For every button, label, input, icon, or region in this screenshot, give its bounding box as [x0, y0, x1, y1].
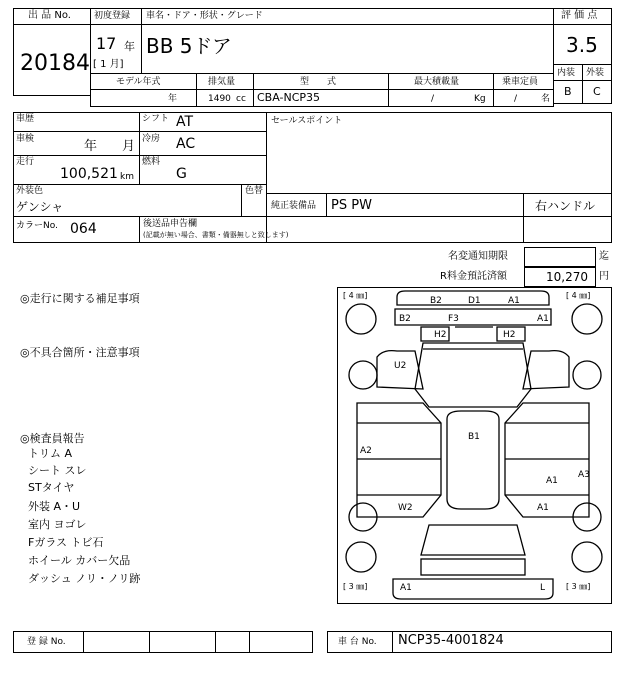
- type-label: 型 式: [300, 77, 337, 87]
- inspection-label: 車検: [16, 134, 35, 144]
- score-label: 評 価 点: [561, 10, 598, 21]
- interior-label: 内装: [557, 68, 576, 78]
- mark-headlight-right: H2: [503, 330, 516, 340]
- inspector-item: Fガラス トビ石: [28, 536, 104, 549]
- mark-front-bumper-b2: B2: [430, 296, 442, 306]
- displacement-label: 排気量: [208, 77, 236, 87]
- aftermarket-note: (記載が無い場合、書類・備器無しと致します): [143, 231, 289, 239]
- mark-front-bumper-d1: D1: [468, 296, 481, 306]
- mark-front-bumper-a1: A1: [508, 296, 520, 306]
- score-value: 3.5: [566, 33, 598, 57]
- equipment-label: 純正装備品: [271, 201, 317, 211]
- shift-value: AT: [176, 114, 194, 130]
- ac-label: 冷房: [142, 134, 161, 144]
- exterior-grade: C: [593, 85, 601, 98]
- rear-panel: [421, 559, 525, 575]
- tire-rear-left: [346, 542, 376, 572]
- recycle-label: R料金預託済額: [440, 271, 507, 282]
- inspector-item: ダッシュ ノリ・ノリ跡: [28, 572, 141, 585]
- lot-number: 20184: [20, 51, 90, 76]
- mirror-right: [573, 361, 601, 389]
- mileage-unit: km: [120, 172, 134, 182]
- recycle-amount: 10,270: [546, 270, 588, 284]
- inspector-item: トリム A: [28, 447, 73, 460]
- mark-fender-u2: U2: [394, 361, 407, 371]
- mark-rear-left-w2: W2: [398, 503, 413, 513]
- displacement-unit: cc: [236, 94, 246, 104]
- tire-label-rear-right: [ 3 ㎜]: [566, 582, 591, 591]
- tire-label-front-left: [ 4 ㎜]: [343, 291, 368, 300]
- history-label: 車歴: [16, 114, 35, 124]
- chassis-no-label: 車 台 No.: [338, 637, 377, 647]
- aftermarket-label: 後送品申告欄: [143, 219, 198, 229]
- interior-grade: B: [564, 85, 572, 98]
- capacity-unit: 名: [541, 94, 551, 104]
- mark-headlight-left: H2: [434, 330, 447, 340]
- roof: [447, 411, 499, 509]
- capacity-label: 乗車定員: [502, 77, 539, 87]
- inspector-item: STタイヤ: [28, 481, 75, 494]
- equipment-value: PS PW: [331, 198, 372, 213]
- inspector-item: ホイール カバー欠品: [28, 554, 131, 567]
- ac-value: AC: [176, 136, 196, 152]
- mark-hood-b2: B2: [399, 314, 411, 324]
- windshield: [415, 343, 531, 407]
- color-label: 外装色: [16, 186, 44, 196]
- recycle-unit: 円: [599, 271, 609, 282]
- defects-title: ◎不具合箇所・注意事項: [20, 346, 140, 359]
- mark-rear-bumper-a1: A1: [400, 583, 412, 593]
- mark-hood-a1: A1: [537, 314, 549, 324]
- deadline-suffix: 迄: [599, 251, 609, 262]
- first-reg-month: [ 1 月]: [93, 59, 124, 70]
- mark-right-door-a1: A1: [546, 476, 558, 486]
- sales-points-label: セールスポイント: [271, 116, 343, 126]
- color-no-value: 064: [70, 221, 97, 237]
- first-reg-label: 初度登録: [94, 11, 131, 21]
- tire-label-rear-left: [ 3 ㎜]: [343, 582, 368, 591]
- inspection-month-unit: 月: [122, 139, 136, 154]
- color-change-label: 色替: [245, 186, 264, 196]
- model-year-unit: 年: [168, 94, 178, 104]
- year-unit: 年: [124, 40, 135, 53]
- mileage-value: 100,521: [60, 166, 118, 182]
- right-side: [505, 403, 589, 517]
- fuel-label: 燃料: [142, 157, 161, 167]
- car-name-label: 車名・ドア・形状・グレード: [146, 11, 263, 21]
- inspector-title: ◎検査員報告: [20, 432, 85, 445]
- hood: [395, 309, 551, 325]
- inspector-item: 外装 A・U: [28, 500, 81, 513]
- rear-glass: [421, 525, 525, 555]
- tire-label-front-right: [ 4 ㎜]: [566, 291, 591, 300]
- type-value: CBA-NCP35: [257, 91, 321, 104]
- max-load-unit: Kg: [474, 94, 486, 104]
- mark-left-door-a2: A2: [360, 446, 372, 456]
- deadline-input[interactable]: [524, 247, 596, 267]
- inspector-item: シート スレ: [28, 464, 87, 477]
- car-name: BB 5ドア: [146, 34, 232, 58]
- car-diagram: [337, 287, 612, 604]
- mark-roof-b1: B1: [468, 432, 480, 442]
- driving-notes-title: ◎走行に関する補足事項: [20, 292, 140, 305]
- mirror-left: [349, 361, 377, 389]
- lot-label: 出 品 No.: [28, 10, 71, 21]
- mark-rear-right-a1: A1: [537, 503, 549, 513]
- capacity-slash: /: [514, 94, 518, 104]
- first-reg-year: 17: [96, 34, 117, 53]
- shift-label: シフト: [142, 114, 170, 124]
- displacement: 1490: [208, 94, 231, 104]
- left-side: [357, 403, 441, 517]
- mark-hood-f3: F3: [448, 314, 459, 324]
- tire-rear-right: [572, 542, 602, 572]
- registration-no-label: 登 録 No.: [27, 637, 66, 647]
- inspection-year-unit: 年: [84, 139, 98, 154]
- max-load-label: 最大積載量: [414, 77, 460, 87]
- mark-right-side-a3: A3: [578, 470, 590, 480]
- color-no-label: カラーNo.: [16, 221, 58, 231]
- inspector-item: 室内 ヨゴレ: [28, 518, 87, 531]
- color-value: ゲンシャ: [16, 200, 64, 214]
- deadline-label: 名変通知期限: [448, 251, 508, 262]
- chassis-no-value: NCP35-4001824: [398, 633, 504, 648]
- tire-front-right: [572, 304, 602, 334]
- mark-rear-bumper-l: L: [540, 583, 546, 593]
- model-year-label: モデル年式: [116, 77, 161, 87]
- tire-front-left: [346, 304, 376, 334]
- mileage-label: 走行: [16, 157, 35, 167]
- steering-value: 右ハンドル: [535, 199, 596, 213]
- rear-bumper: [393, 579, 553, 599]
- fuel-value: G: [176, 166, 187, 182]
- exterior-label: 外装: [586, 68, 605, 78]
- max-load-slash: /: [431, 94, 435, 104]
